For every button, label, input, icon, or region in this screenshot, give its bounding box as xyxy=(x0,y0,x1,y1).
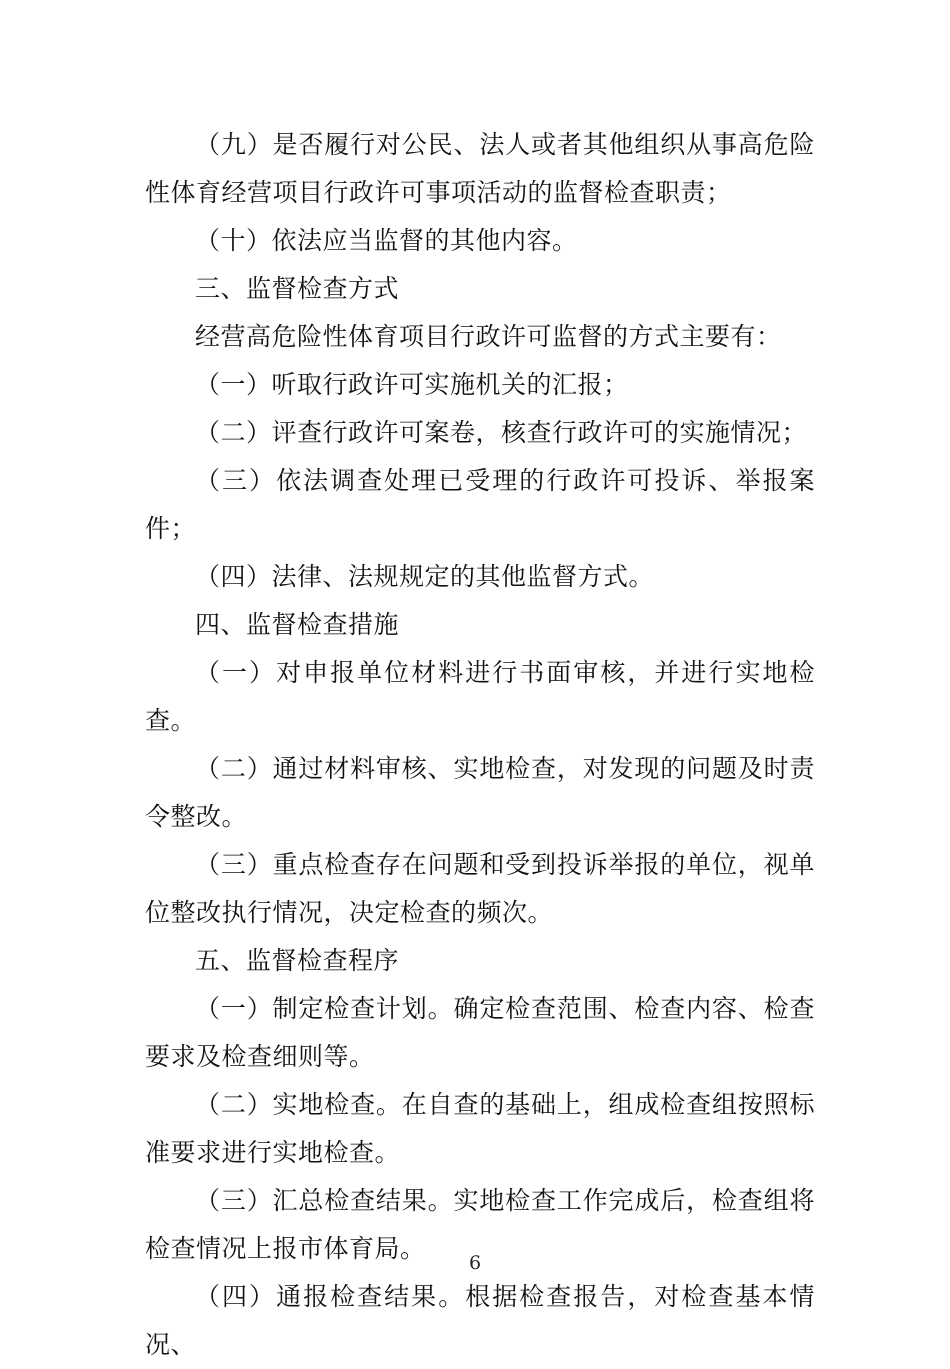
page-number: 6 xyxy=(468,1252,482,1274)
section-heading-inspection-procedure: 五、监督检查程序 xyxy=(195,946,400,975)
paragraph-methods-intro: 经营高危险性体育项目行政许可监督的方式主要有： xyxy=(195,322,782,351)
paragraph-procedure-2: （二）实地检查。在自查的基础上，组成检查组按照标准要求进行实地检查。 xyxy=(145,1090,815,1167)
paragraph-item-9: （九）是否履行对公民、法人或者其他组织从事高危险性体育经营项目行政许可事项活动的监督检查职责； xyxy=(145,130,815,207)
section-heading-inspection-methods: 三、监督检查方式 xyxy=(195,274,400,303)
paragraph-method-3: （三）依法调查处理已受理的行政许可投诉、举报案件； xyxy=(145,466,815,543)
paragraph-item-10: （十）依法应当监督的其他内容。 xyxy=(195,226,578,255)
document-body xyxy=(145,121,815,1369)
paragraph-procedure-1: （一）制定检查计划。确定检查范围、检查内容、检查要求及检查细则等。 xyxy=(145,994,815,1071)
paragraph-method-4: （四）法律、法规规定的其他监督方式。 xyxy=(195,562,655,591)
section-heading-inspection-measures: 四、监督检查措施 xyxy=(195,610,400,639)
paragraph-measure-1: （一）对申报单位材料进行书面审核，并进行实地检查。 xyxy=(145,658,815,735)
paragraph-measure-2: （二）通过材料审核、实地检查，对发现的问题及时责令整改。 xyxy=(145,754,815,831)
paragraph-method-1: （一）听取行政许可实施机关的汇报； xyxy=(195,370,629,399)
paragraph-measure-3: （三）重点检查存在问题和受到投诉举报的单位，视单位整改执行情况，决定检查的频次。 xyxy=(145,850,815,927)
paragraph-procedure-3: （三）汇总检查结果。实地检查工作完成后，检查组将检查情况上报市体育局。 xyxy=(145,1186,815,1263)
paragraph-method-2: （二）评查行政许可案卷，核查行政许可的实施情况； xyxy=(195,418,808,447)
paragraph-procedure-4: （四）通报检查结果。根据检查报告，对检查基本情况、 xyxy=(145,1282,815,1359)
